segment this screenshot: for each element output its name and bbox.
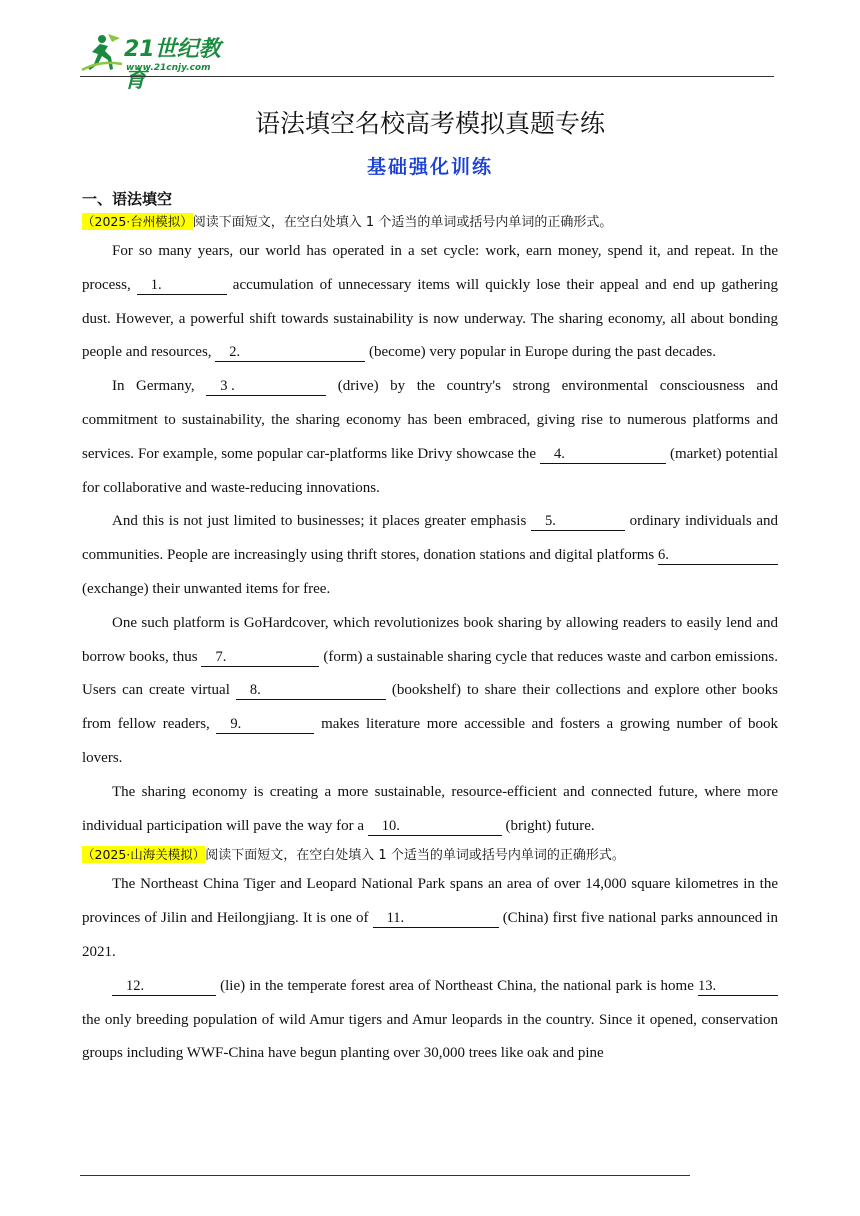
logo bbox=[80, 30, 240, 93]
text: accumulation of unnecessary items will quickly lose their appeal and end up gathering dust. However, a powerful shift towards sustainability is now underway. The sharing economy, all about bonding people and resources, bbox=[82, 276, 779, 361]
passage1-paragraph-1 bbox=[82, 235, 778, 370]
header-divider bbox=[80, 76, 774, 77]
text: (form) a sustainable sharing cycle that reduces waste and carbon emissions. Users can create virtual bbox=[82, 648, 778, 699]
page-subtitle: 基础强化训练 bbox=[366, 156, 493, 178]
text: (become) very popular in Europe during the past decades. bbox=[369, 344, 716, 361]
blank-13[interactable]: 13. bbox=[698, 977, 778, 996]
text: the only breeding population of wild Amur tigers and Amur leopards in the country. Since it opened, conservation groups including WWF-China have begun planting over 30,000 trees like oak and pine bbox=[82, 1011, 778, 1062]
footer-divider bbox=[80, 1175, 690, 1176]
passage1-instruction: 阅读下面短文，在空白处填入 1 个适当的单词或括号内单词的正确形式。 bbox=[192, 215, 613, 230]
passage1-paragraph-5 bbox=[82, 776, 778, 844]
blank-5[interactable]: 5. bbox=[531, 512, 625, 531]
text: In Germany, bbox=[112, 378, 195, 395]
blank-12[interactable]: 12. bbox=[112, 977, 216, 996]
passage2-paragraph-1 bbox=[82, 868, 778, 969]
blank-6[interactable]: 6. bbox=[658, 546, 778, 565]
blank-2[interactable]: 2. bbox=[215, 343, 365, 362]
section-heading: 一、语法填空 bbox=[82, 190, 173, 208]
page-header bbox=[0, 0, 860, 93]
passage2-header bbox=[82, 843, 778, 868]
passage1-paragraph-4 bbox=[82, 607, 778, 776]
passage1-header bbox=[82, 210, 778, 235]
logo-url: www.21cnjy.com bbox=[126, 63, 211, 73]
blank-8[interactable]: 8. bbox=[236, 681, 386, 700]
blank-11[interactable]: 11. bbox=[373, 909, 499, 928]
text: makes literature more accessible and fosters a growing number of book lovers. bbox=[82, 716, 779, 766]
passage1-paragraph-3 bbox=[82, 505, 778, 606]
text: (drive) by the country's strong environmental consciousness and commitment to sustainability, the sharing economy has been embraced, giving rise to numerous platforms and services. For example, some popular car-platforms like Drivy showcase the bbox=[82, 378, 778, 462]
text: For so many years, our world has operated in a set cycle: work, earn money, spend it, and repeat. In the process, bbox=[82, 243, 778, 293]
text: ordinary individuals and communities. People are increasingly using thrift stores, donation stations and digital platforms bbox=[82, 513, 779, 564]
passage2-source-tag: （2025·山海关模拟） bbox=[82, 847, 206, 863]
text: One such platform is GoHardcover, which revolutionizes book sharing by allowing readers to easily lend and borrow books, thus bbox=[82, 614, 778, 665]
text: And this is not just limited to businesses; it places greater emphasis bbox=[112, 513, 527, 530]
blank-4[interactable]: 4. bbox=[540, 445, 666, 464]
blank-7[interactable]: 7. bbox=[201, 648, 319, 667]
page-title: 语法填空名校高考模拟真题专练 bbox=[254, 109, 605, 138]
blank-9[interactable]: 9. bbox=[216, 715, 314, 734]
text: The Northeast China Tiger and Leopard National Park spans an area of over 14,000 square kilometres in the provinces of Jilin and Heilongjiang. It is one of bbox=[82, 876, 778, 927]
text: (lie) in the temperate forest area of Northeast China, the national park is home bbox=[220, 977, 694, 994]
text: (market) potential for collaborative and waste-reducing innovations. bbox=[82, 445, 779, 496]
passage2-paragraph-2 bbox=[82, 970, 778, 1071]
document-body bbox=[82, 188, 778, 1071]
blank-1[interactable]: 1. bbox=[137, 276, 227, 295]
passage1-source-tag: （2025·台州模拟） bbox=[82, 214, 193, 229]
text: The sharing economy is creating a more sustainable, resource-efficient and connected future, where more individual participation will pave the way for a bbox=[82, 783, 778, 834]
blank-3[interactable]: 3 . bbox=[206, 377, 326, 396]
blank-10[interactable]: 10. bbox=[368, 817, 502, 836]
text: (China) first five national parks announced in 2021. bbox=[82, 910, 779, 960]
runner-logo-icon bbox=[80, 30, 124, 74]
passage1-paragraph-2 bbox=[82, 370, 778, 505]
text: (exchange) their unwanted items for free. bbox=[82, 580, 331, 597]
text: (bright) future. bbox=[505, 817, 595, 834]
text: (bookshelf) to share their collections and explore other books from fellow readers, bbox=[82, 682, 779, 733]
passage2-instruction: 阅读下面短文，在空白处填入 1 个适当的单词或括号内单词的正确形式。 bbox=[205, 848, 625, 864]
logo-text: 21世纪教育 bbox=[124, 37, 221, 93]
